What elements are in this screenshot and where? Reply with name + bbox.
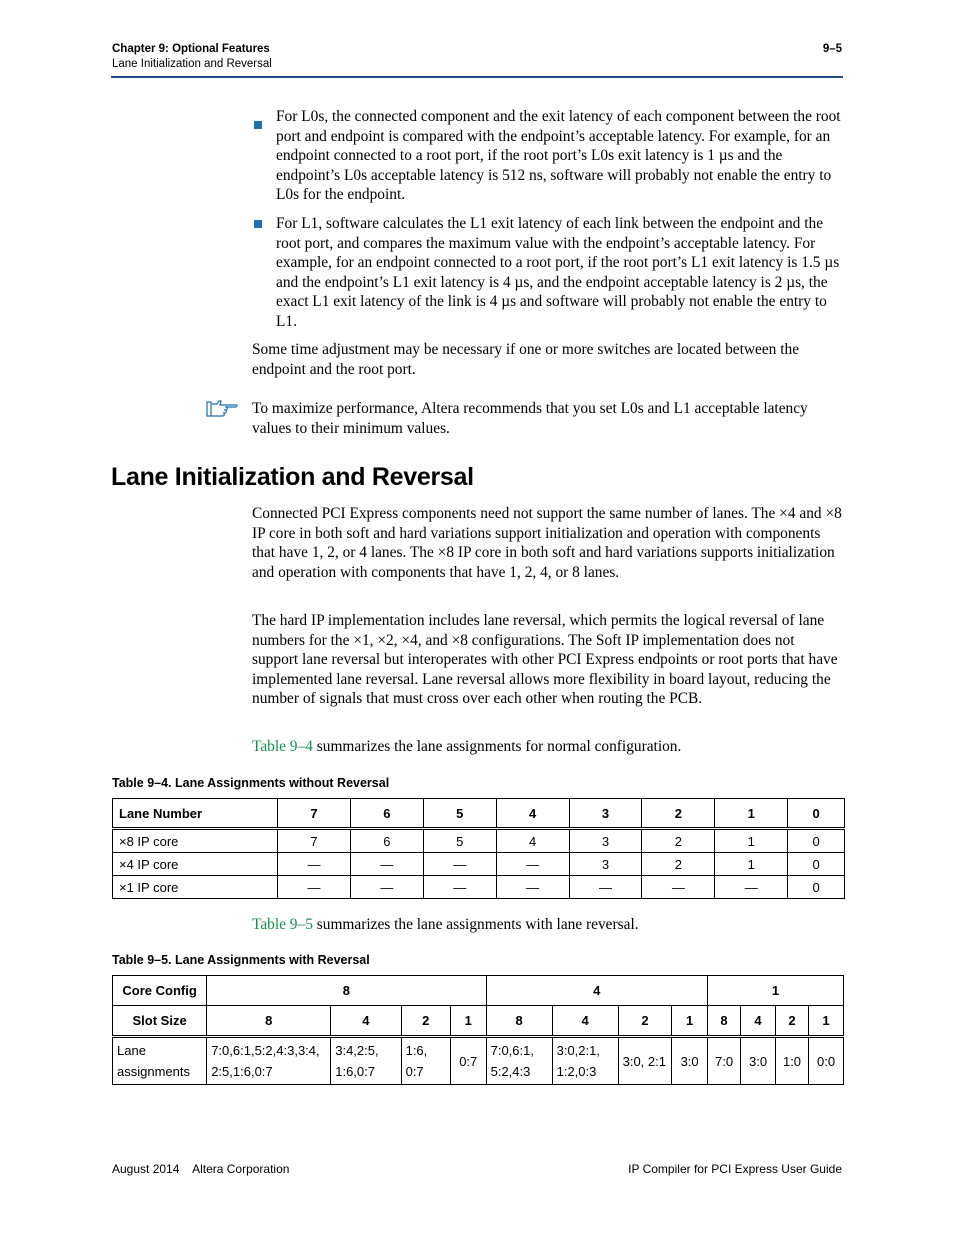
lane-assignment-cell: 1:0: [775, 1037, 808, 1085]
paragraph-lane-support: Connected PCI Express components need not support the same number of lanes. The ×4 and ×8 IP core in both soft and hard variations support initialization and operation with components that have 1, 2, or 4 lanes. The ×8 IP core in both soft and hard variations supports initialization and operation with components that have 1, 2, 4, or 8 lanes.: [252, 505, 842, 581]
table-cell: 6: [350, 829, 423, 853]
table-header-cell: 4: [496, 799, 569, 829]
table5-ref-text: summarizes the lane assignments with lane reversal.: [312, 916, 639, 933]
table-cell: 0: [788, 853, 845, 876]
lane-assignments-label: Lane assignments: [113, 1037, 207, 1085]
table-header-cell: 5: [423, 799, 496, 829]
table-row: [113, 876, 845, 899]
slot-size-cell: 8: [207, 1006, 331, 1037]
slot-size-label: Slot Size: [113, 1006, 207, 1037]
table-cell: —: [569, 876, 642, 899]
table5-caption: Table 9–5. Lane Assignments with Reversal: [112, 953, 370, 967]
slot-size-cell: 4: [552, 1006, 618, 1037]
table-cell: —: [423, 876, 496, 899]
lane-assignment-cell: 7:0: [707, 1037, 740, 1085]
lane-reversal-table: [112, 975, 844, 1085]
lane-assignment-cell: 3:0, 2:1: [618, 1037, 672, 1085]
slot-size-cell: 1: [672, 1006, 708, 1037]
table-header-cell: 2: [642, 799, 715, 829]
table-cell: 4: [496, 829, 569, 853]
table-header-cell: 3: [569, 799, 642, 829]
table-row: [113, 853, 845, 876]
table-cell: 2: [642, 829, 715, 853]
bullet-square-icon: [254, 220, 262, 228]
table-cell: 5: [423, 829, 496, 853]
table-row: [113, 829, 845, 853]
table-cell: 3: [569, 829, 642, 853]
core-config-row: [113, 976, 844, 1006]
slot-size-cell: 2: [775, 1006, 808, 1037]
header-page-number: 9–5: [822, 43, 842, 55]
table-cell: —: [642, 876, 715, 899]
slot-size-cell: 8: [486, 1006, 552, 1037]
slot-size-cell: 1: [450, 1006, 486, 1037]
lane-assignments-table: [112, 798, 845, 899]
core-config-cell: 8: [207, 976, 486, 1006]
table-cell: ×8 IP core: [113, 829, 278, 853]
table4-link[interactable]: Table 9–4: [252, 738, 313, 755]
table5-link[interactable]: Table 9–5: [252, 916, 313, 933]
slot-size-cell: 1: [809, 1006, 844, 1037]
table-header-cell: Lane Number: [113, 799, 278, 829]
table-cell: 7: [278, 829, 351, 853]
lane-assignment-cell: 3:0: [672, 1037, 708, 1085]
table-cell: —: [278, 853, 351, 876]
header-rule: [111, 76, 843, 78]
slot-size-cell: 2: [401, 1006, 450, 1037]
paragraph-table5-reference: [252, 915, 844, 935]
table-cell: 3: [569, 853, 642, 876]
lane-assignment-cell: 1:6, 0:7: [401, 1037, 450, 1085]
lane-assignment-cell: 0:0: [809, 1037, 844, 1085]
table-cell: —: [350, 853, 423, 876]
table-cell: 0: [788, 829, 845, 853]
table-cell: 1: [715, 853, 788, 876]
core-config-cell: 1: [707, 976, 843, 1006]
table-cell: ×4 IP core: [113, 853, 278, 876]
lane-assignment-cell: 3:0,2:1, 1:2,0:3: [552, 1037, 618, 1085]
table-header-cell: 7: [278, 799, 351, 829]
header-chapter: Chapter 9: Optional Features: [112, 43, 270, 55]
lane-assignments-row: [113, 1037, 844, 1085]
bullet-l0s: For L0s, the connected component and the exit latency of each component between the root port and endpoint is compared with the endpoint’s acceptable latency. For example, for an endpoint connected to a root port, if the root port’s L0s exit latency is 1 µs and the endpoint’s L0s acceptable latency is 512 ns, software will probably not enable the entry to L0s for the endpoint.: [276, 108, 841, 204]
table4-caption: Table 9–4. Lane Assignments without Reversal: [112, 776, 390, 790]
table-cell: 2: [642, 853, 715, 876]
bullet-l1: For L1, software calculates the L1 exit latency of each link between the endpoint and the root port, and compares the maximum value with the endpoint’s acceptable latency. For example, for an endpoint connected to a root port, if the root port’s L1 exit latency is 1.5 µs and the endpoint’s L1 exit latency is 4 µs, and the endpoint acceptable latency is 2 µs, the exact L1 exit latency of the link is 4 µs and software will probably not enable the entry to L1.: [276, 215, 840, 330]
table4-ref-text: summarizes the lane assignments for normal configuration.: [312, 738, 682, 755]
lane-assignment-cell: 7:0,6:1,5:2,4:3,3:4, 2:5,1:6,0:7: [207, 1037, 331, 1085]
table-cell: —: [715, 876, 788, 899]
paragraph-lane-reversal: The hard IP implementation includes lane reversal, which permits the logical reversal of lane numbers for the ×1, ×2, ×4, and ×8 configurations. The Soft IP implementation does not support lane reversal but interoperates with other PCI Express endpoints or root ports that have implemented lane reversal. Lane reversal allows more flexibility in board layout, reducing the number of signals that must cross over each other when routing the PCB.: [252, 612, 838, 708]
footer-right: IP Compiler for PCI Express User Guide: [628, 1162, 842, 1176]
lane-assignment-cell: 7:0,6:1, 5:2,4:3: [486, 1037, 552, 1085]
table-header-cell: 6: [350, 799, 423, 829]
core-config-cell: 4: [486, 976, 707, 1006]
note-text: To maximize performance, Altera recommends that you set L0s and L1 acceptable latency values to their minimum values.: [252, 400, 808, 437]
table-cell: —: [496, 876, 569, 899]
header-section: Lane Initialization and Reversal: [112, 58, 272, 70]
table-cell: —: [496, 853, 569, 876]
table-header-row: [113, 799, 845, 829]
paragraph-time-adjustment: Some time adjustment may be necessary if one or more switches are located between the endpoint and the root port.: [252, 341, 800, 378]
slot-size-cell: 4: [741, 1006, 776, 1037]
table-cell: —: [278, 876, 351, 899]
table-cell: ×1 IP core: [113, 876, 278, 899]
slot-size-cell: 2: [618, 1006, 672, 1037]
lane-assignment-cell: 3:0: [741, 1037, 776, 1085]
table-cell: —: [423, 853, 496, 876]
table-cell: —: [350, 876, 423, 899]
slot-size-row: [113, 1006, 844, 1037]
lane-assignment-cell: 3:4,2:5, 1:6,0:7: [331, 1037, 401, 1085]
pointing-hand-icon: [205, 399, 239, 419]
bullet-square-icon: [254, 121, 262, 129]
slot-size-cell: 8: [707, 1006, 740, 1037]
paragraph-table4-reference: [252, 737, 844, 757]
core-config-label: Core Config: [113, 976, 207, 1006]
table-cell: 0: [788, 876, 845, 899]
table-header-cell: 0: [788, 799, 845, 829]
table-cell: 1: [715, 829, 788, 853]
section-heading: Lane Initialization and Reversal: [111, 463, 474, 491]
slot-size-cell: 4: [331, 1006, 401, 1037]
table-header-cell: 1: [715, 799, 788, 829]
footer-left: August 2014 Altera Corporation: [112, 1162, 290, 1176]
lane-assignment-cell: 0:7: [450, 1037, 486, 1085]
